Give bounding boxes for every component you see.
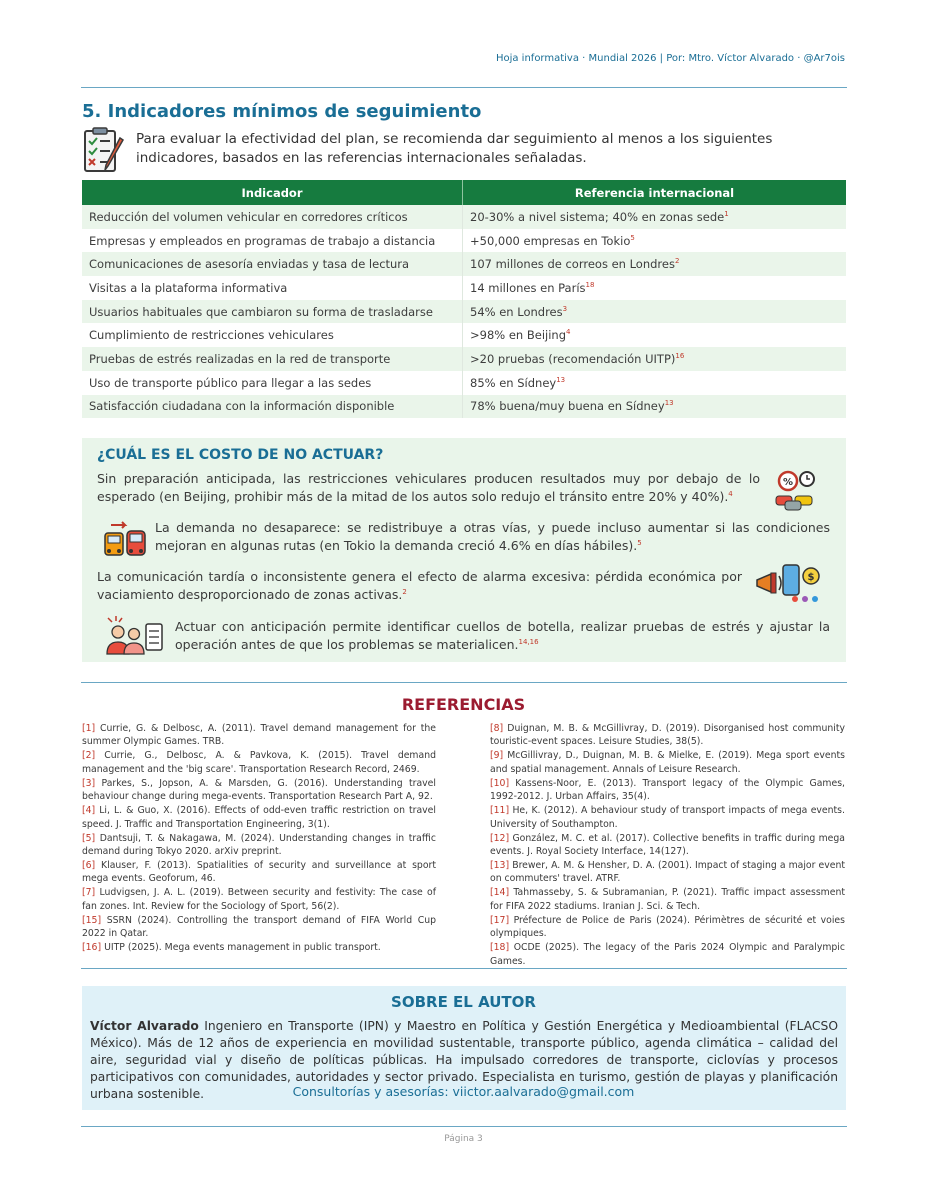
reference-cell [463,205,847,229]
column-header-reference: Referencia internacional [463,180,847,205]
svg-text:%: % [782,477,794,488]
reference-entry [82,804,436,831]
reference-cell [463,347,847,371]
reference-citation: Dantsuji, T. & Nakagawa, M. (2024). Understanding changes in traffic demand during Tokyo 2020. arXiv preprint. [82,832,436,858]
table-row [82,323,846,347]
table-row [82,229,846,253]
people-checklist-icon [104,614,164,656]
page-number: Página 3 [444,1134,483,1144]
reference-number: [14] [490,887,510,899]
table-row [82,300,846,324]
cost-item-2-note: 5 [637,538,642,547]
reference-text: +50,000 empresas en Tokio [470,233,631,248]
cost-item-3 [97,568,742,603]
reference-number: [15] [82,914,102,926]
reference-entry [490,941,845,968]
reference-number: [4] [82,805,96,817]
reference-citation: Currie, G. & Delbosc, A. (2011). Travel demand management for the summer Olympic Games. TRB. [82,723,436,748]
reference-number: [7] [82,887,96,899]
reference-citation: González, M. C. et al. (2017). Collective benefits in traffic during mega events. J. Royal Society Interface, 14(127). [490,832,845,858]
reference-number: [6] [82,860,96,872]
reference-entry [490,914,845,941]
cost-item-1 [97,470,760,505]
reference-entry [490,886,845,913]
reference-text: 54% en Londres [470,304,563,319]
section-title: 5. Indicadores mínimos de seguimiento [82,101,482,122]
reference-citation: Duignan, M. B. & McGillivray, D. (2019). Disorganised host community touristic-event spaces. Leisure Studies, 38(5). [490,723,845,748]
reference-note: 18 [585,281,595,290]
reference-cell [463,276,847,300]
reference-citation: Ludvigsen, J. A. L. (2019). Between security and festivity: The case of fan zones. Int. Review for the Sociology of Sport, 56(2). [82,887,436,912]
cost-item-2-text: La demanda no desaparece: se redistribuye a otras vías, y puede incluso aumentar si las condiciones mejoran en algunas rutas (en Tokio la demanda creció 4.6% en días hábiles). [155,520,830,553]
section-intro: Para evaluar la efectividad del plan, se recomienda dar seguimiento al menos a los siguientes indicadores, basados en las referencias internacionales señaladas. [136,131,773,166]
reference-entry [82,722,436,749]
reference-number: [16] [82,942,102,954]
author-name: Víctor Alvarado [90,1019,199,1033]
reference-number: [9] [490,750,504,762]
reference-entry [82,886,436,913]
indicator-cell: Satisfacción ciudadana con la información disponible [82,395,463,419]
reference-note: 13 [664,399,674,408]
reference-cell [463,229,847,253]
table-row [82,205,846,229]
reference-note: 16 [675,352,685,361]
reference-entry [82,749,436,776]
megaphone-phone-money-icon [755,562,823,604]
header-text: Hoja informativa · Mundial 2026 | Por: Mtro. Víctor Alvarado · @Ar7ois [495,53,845,64]
reference-number: [18] [490,942,510,954]
reference-note: 1 [724,210,729,219]
reference-text: 14 millones en París [470,280,586,295]
reference-citation: Currie, G., Delbosc, A. & Pavkova, K. (2015). Travel demand management and the 'big scare'. Transportation Research Record, 2469. [82,750,436,775]
reference-note: 13 [556,375,566,384]
reference-number: [17] [490,914,510,926]
author-contact: Consultorías y asesorías: viictor.aalvarado@gmail.com [292,1084,635,1099]
references-divider-bottom [81,968,847,969]
reference-entry [490,832,845,859]
bus-train-transfer-icon [103,519,147,561]
reference-note: 3 [562,304,568,313]
indicator-cell: Pruebas de estrés realizadas en la red de transporte [82,347,463,371]
table-row [82,252,846,276]
reference-citation: Kassens-Noor, E. (2013). Transport legacy of the Olympic Games, 1992-2012. J. Urban Affairs, 35(4). [490,777,845,803]
reference-number: [13] [490,860,510,872]
traffic-percent-clock-icon [773,470,817,512]
reference-citation: Tahmasseby, S. & Subramanian, P. (2021). Traffic impact assessment for FIFA 2022 stadiums. Iranian J. Sci. & Tech. [490,887,845,912]
references-title: REFERENCIAS [401,695,526,714]
reference-note: 4 [566,328,571,337]
reference-number: [8] [490,723,504,734]
reference-cell [463,371,847,395]
reference-citation: He, K. (2012). A behaviour study of transport impacts of mega events. University of Southampton. [490,805,845,830]
reference-number: [11] [490,805,510,817]
reference-entry [82,941,436,954]
reference-entry [82,859,436,886]
reference-entry [82,777,436,804]
reference-note: 2 [674,257,680,266]
reference-citation: UITP (2025). Mega events management in public transport. [104,942,381,954]
indicator-cell: Uso de transporte público para llegar a las sedes [82,371,463,395]
indicator-cell: Cumplimiento de restricciones vehiculares [82,323,463,347]
reference-cell [463,395,847,419]
cost-item-1-note: 4 [728,489,733,498]
indicator-cell: Reducción del volumen vehicular en corredores críticos [82,205,463,229]
reference-entry [82,832,436,859]
reference-text: 107 millones de correos en Londres [470,257,675,272]
reference-number: [2] [82,750,96,762]
indicator-cell: Usuarios habituales que cambiaron su forma de trasladarse [82,300,463,324]
footer-divider [81,1126,847,1127]
reference-citation: Li, L. & Guo, X. (2016). Effects of odd-even traffic restriction on travel speed. J. Traffic and Transportation Engineering, 3(1). [82,805,436,830]
reference-citation: Préfecture de Police de Paris (2024). Périmètres de sécurité et voies olympiques. [490,914,845,940]
table-header-row [82,180,846,205]
reference-entry [490,722,845,749]
reference-number: [1] [82,723,96,734]
references-right-column [490,722,845,969]
reference-entry [490,804,845,831]
indicator-cell: Visitas a la plataforma informativa [82,276,463,300]
references-left-column [82,722,436,955]
table-row [82,395,846,419]
reference-text: >20 pruebas (recomendación UITP) [470,351,676,366]
reference-citation: Klauser, F. (2013). Spatialities of security and surveillance at sport mega events. Geoforum, 46. [82,860,436,885]
reference-text: >98% en Beijing [470,328,567,343]
reference-text: 20-30% a nivel sistema; 40% en zonas sede [470,209,725,224]
cost-item-2 [155,519,830,554]
cost-item-1-text: Sin preparación anticipada, las restricciones vehiculares producen resultados muy por debajo de lo esperado (en Beijing, prohibir más de la mitad de los autos solo redujo el tránsito entre 20% y 40%). [97,471,760,504]
reference-citation: OCDE (2025). The legacy of the Paris 2024 Olympic and Paralympic Games. [490,942,845,967]
reference-citation: SSRN (2024). Controlling the transport demand of FIFA World Cup 2022 in Qatar. [82,914,436,940]
reference-note: 5 [630,233,635,242]
reference-number: [10] [490,777,510,789]
reference-cell [463,323,847,347]
cost-title: ¿CUÁL ES EL COSTO DE NO ACTUAR? [97,447,384,463]
cost-item-4 [175,618,830,653]
reference-cell [463,300,847,324]
cost-item-4-note: 14,16 [518,637,539,646]
indicators-table [82,180,846,418]
table-row [82,371,846,395]
indicator-cell: Empresas y empleados en programas de trabajo a distancia [82,229,463,253]
column-header-indicator: Indicador [82,180,463,205]
reference-entry [490,777,845,804]
table-row [82,276,846,300]
reference-entry [490,749,845,776]
cost-item-3-text: La comunicación tardía o inconsistente genera el efecto de alarma excesiva: pérdida económica por vaciamiento desproporcionado de zonas activas. [97,569,742,602]
references-divider-top [81,682,847,683]
indicator-cell: Comunicaciones de asesoría enviadas y tasa de lectura [82,252,463,276]
svg-text:$: $ [807,572,815,583]
reference-number: [3] [82,777,96,789]
reference-citation: Parkes, S., Jopson, A. & Marsden, G. (2016). Understanding travel behaviour change during mega-events. Transportation Research Part A, 92. [82,777,436,803]
reference-cell [463,252,847,276]
reference-entry [82,914,436,941]
reference-text: 78% buena/muy buena en Sídney [470,399,665,414]
reference-entry [490,859,845,886]
reference-number: [5] [82,832,96,844]
cost-item-3-note: 2 [402,587,407,596]
author-title: SOBRE EL AUTOR [391,993,536,1011]
reference-citation: Brewer, A. M. & Hensher, D. A. (2001). Impact of staging a major event on commuters' travel. ATRF. [490,860,845,885]
reference-citation: McGillivray, D., Duignan, M. B. & Mielke, E. (2019). Mega sport events and spatial management. Annals of Leisure Research. [490,750,845,775]
cost-item-4-text: Actuar con anticipación permite identificar cuellos de botella, realizar pruebas de estrés y ajustar la operación antes de que los problemas se materialicen. [175,619,830,652]
checklist-pencil-icon [82,126,126,174]
header-divider [81,87,847,88]
reference-text: 85% en Sídney [470,375,557,390]
author-bio-text: Ingeniero en Transporte (IPN) y Maestro en Política y Gestión Energética y Medioambiental (FLACSO México). Más de 12 años de experiencia en movilidad sustentable, transporte público, agenda climática – calidad del aire, seguridad vial y diseño de políticas públicas. Ha impulsado corredores de transporte, ciclovías y procesos participativos con comunidades, autoridades y sector privado. Especialista en turismo, gestión de playas y planificación urbana sostenible. [90,1019,838,1101]
reference-number: [12] [490,832,510,844]
table-row [82,347,846,371]
